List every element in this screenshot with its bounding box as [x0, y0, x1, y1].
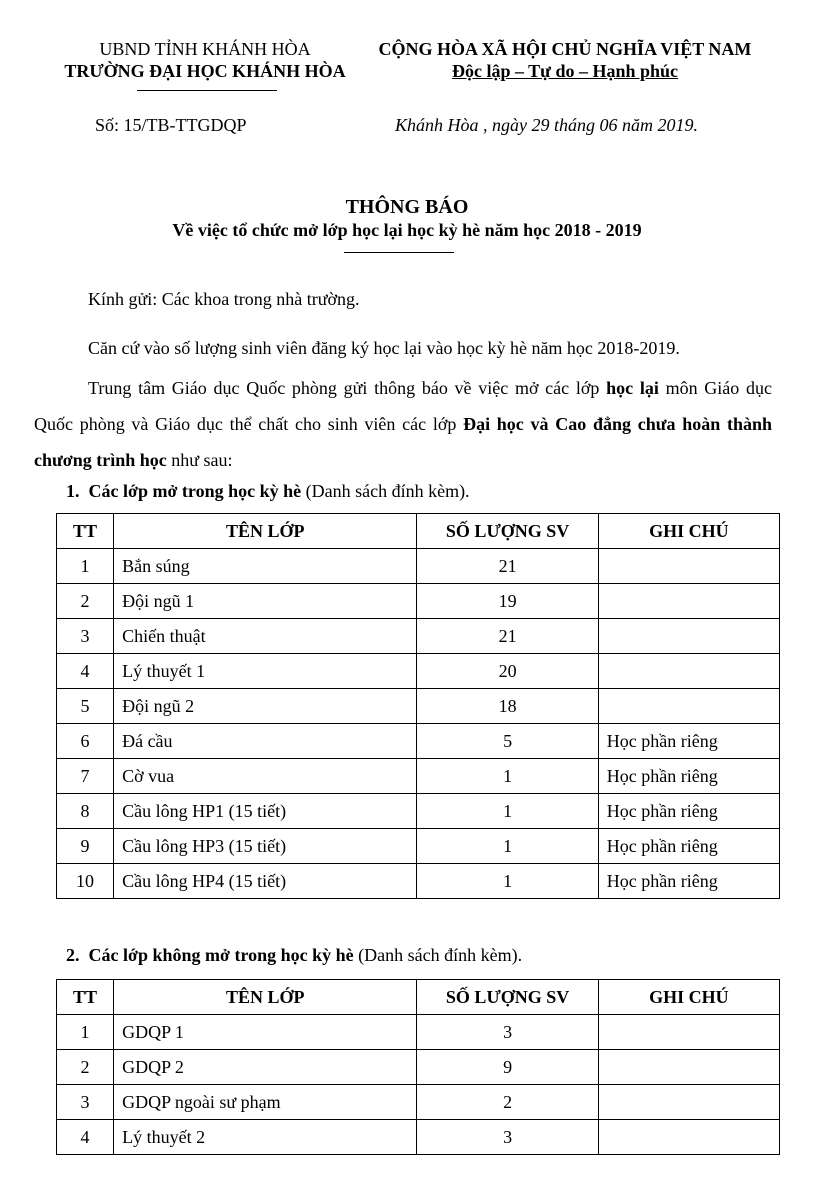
document-number: Số: 15/TB-TTGDQP	[95, 115, 247, 135]
cell-tt: 2	[57, 1050, 114, 1085]
table-row	[57, 619, 780, 654]
table-row	[57, 689, 780, 724]
section-2-note: (Danh sách đính kèm).	[353, 945, 523, 965]
cell-class-name: Đội ngũ 1	[114, 584, 417, 619]
cell-student-count: 1	[417, 759, 598, 794]
table-row	[57, 794, 780, 829]
cell-student-count: 3	[417, 1120, 598, 1155]
table-row	[57, 1120, 780, 1155]
cell-tt: 4	[57, 1120, 114, 1155]
cell-student-count: 21	[417, 619, 598, 654]
closed-classes-table	[56, 979, 780, 1155]
table-header-row	[57, 980, 780, 1015]
cell-note	[598, 1085, 779, 1120]
page-subtitle: Về việc tổ chức mở lớp học lại học kỳ hè năm học 2018 - 2019	[172, 220, 642, 240]
issuer-school: TRƯỜNG ĐẠI HỌC KHÁNH HÒA	[64, 61, 346, 81]
section-1-note: (Danh sách đính kèm).	[301, 481, 470, 501]
cell-student-count: 20	[417, 654, 598, 689]
para-text-2: môn Giáo dục Quốc phòng và Giáo dục thể chất cho sinh viên các lớp	[34, 378, 772, 434]
cell-tt: 3	[57, 619, 114, 654]
cell-note	[598, 1050, 779, 1085]
cell-note	[598, 1120, 779, 1155]
cell-class-name: Cầu lông HP1 (15 tiết)	[114, 794, 417, 829]
cell-tt: 8	[57, 794, 114, 829]
section-1-number: 1.	[66, 481, 80, 501]
col-header-note: GHI CHÚ	[598, 514, 779, 549]
col-header-name: TÊN LỚP	[114, 514, 417, 549]
table-row	[57, 549, 780, 584]
para-bold-1: học lại	[606, 378, 659, 398]
cell-student-count: 19	[417, 584, 598, 619]
para-bold-2: Đại học và Cao đẳng chưa hoàn thành chương trình học	[34, 414, 773, 470]
cell-class-name: GDQP 1	[114, 1015, 417, 1050]
cell-tt: 9	[57, 829, 114, 864]
cell-tt: 5	[57, 689, 114, 724]
section-2-title: Các lớp không mở trong học kỳ hè	[88, 945, 354, 965]
cell-class-name: GDQP 2	[114, 1050, 417, 1085]
open-classes-table	[56, 513, 780, 899]
issuer-block	[20, 38, 390, 82]
cell-tt: 3	[57, 1085, 114, 1120]
cell-student-count: 9	[417, 1050, 598, 1085]
cell-student-count: 3	[417, 1015, 598, 1050]
closed-classes-body	[57, 1015, 780, 1155]
open-classes-body	[57, 549, 780, 899]
cell-student-count: 5	[417, 724, 598, 759]
col-header-qty: SỐ LƯỢNG SV	[417, 980, 598, 1015]
table-row	[57, 1050, 780, 1085]
cell-tt: 10	[57, 864, 114, 899]
cell-class-name: Cầu lông HP4 (15 tiết)	[114, 864, 417, 899]
cell-note	[598, 1015, 779, 1050]
table-row	[57, 1085, 780, 1120]
cell-student-count: 2	[417, 1085, 598, 1120]
col-header-tt: TT	[57, 514, 114, 549]
cell-note	[598, 654, 779, 689]
cell-tt: 4	[57, 654, 114, 689]
section-1-title: Các lớp mở trong học kỳ hè	[88, 481, 302, 501]
section-2-heading	[66, 945, 522, 966]
col-header-name: TÊN LỚP	[114, 980, 417, 1015]
title-divider	[344, 252, 454, 253]
para-text-1: Trung tâm Giáo dục Quốc phòng gửi thông báo về việc mở các lớp	[88, 378, 607, 398]
cell-class-name: Lý thuyết 2	[114, 1120, 417, 1155]
cell-note	[598, 584, 779, 619]
cell-class-name: Đá cầu	[114, 724, 417, 759]
cell-note	[598, 619, 779, 654]
table-header-row	[57, 514, 780, 549]
cell-tt: 1	[57, 1015, 114, 1050]
col-header-note: GHI CHÚ	[598, 980, 779, 1015]
issuer-divider	[137, 90, 277, 91]
table-row	[57, 724, 780, 759]
announcement-paragraph	[34, 370, 772, 478]
cell-student-count: 1	[417, 864, 598, 899]
cell-tt: 2	[57, 584, 114, 619]
cell-note	[598, 549, 779, 584]
cell-student-count: 1	[417, 829, 598, 864]
col-header-tt: TT	[57, 980, 114, 1015]
cell-tt: 1	[57, 549, 114, 584]
section-2-number: 2.	[66, 945, 80, 965]
cell-note: Học phần riêng	[598, 759, 779, 794]
cell-class-name: GDQP ngoài sư phạm	[114, 1085, 417, 1120]
cell-student-count: 18	[417, 689, 598, 724]
table-row	[57, 864, 780, 899]
cell-class-name: Chiến thuật	[114, 619, 417, 654]
cell-tt: 7	[57, 759, 114, 794]
country-name: CỘNG HÒA XÃ HỘI CHỦ NGHĨA VIỆT NAM	[378, 39, 752, 59]
cell-student-count: 1	[417, 794, 598, 829]
table-row	[57, 759, 780, 794]
national-motto-block	[340, 38, 790, 82]
cell-note: Học phần riêng	[598, 864, 779, 899]
cell-note	[598, 689, 779, 724]
issuer-authority: UBND TỈNH KHÁNH HÒA	[99, 39, 311, 59]
cell-class-name: Đội ngũ 2	[114, 689, 417, 724]
cell-student-count: 21	[417, 549, 598, 584]
document-date: Khánh Hòa , ngày 29 tháng 06 năm 2019.	[395, 115, 698, 135]
cell-class-name: Cầu lông HP3 (15 tiết)	[114, 829, 417, 864]
recipient-line: Kính gửi: Các khoa trong nhà trường.	[88, 289, 360, 309]
section-1-heading	[66, 481, 470, 502]
cell-class-name: Cờ vua	[114, 759, 417, 794]
cell-note: Học phần riêng	[598, 829, 779, 864]
cell-class-name: Bắn súng	[114, 549, 417, 584]
table-row	[57, 1015, 780, 1050]
table-row	[57, 584, 780, 619]
page-title: THÔNG BÁO	[345, 196, 469, 218]
cell-note: Học phần riêng	[598, 794, 779, 829]
table-row	[57, 829, 780, 864]
basis-paragraph: Căn cứ vào số lượng sinh viên đăng ký học lại vào học kỳ hè năm học 2018-2019.	[88, 338, 680, 358]
table-row	[57, 654, 780, 689]
para-text-3: như sau:	[166, 450, 233, 470]
motto: Độc lập – Tự do – Hạnh phúc	[451, 61, 679, 81]
cell-tt: 6	[57, 724, 114, 759]
cell-class-name: Lý thuyết 1	[114, 654, 417, 689]
col-header-qty: SỐ LƯỢNG SV	[417, 514, 598, 549]
cell-note: Học phần riêng	[598, 724, 779, 759]
